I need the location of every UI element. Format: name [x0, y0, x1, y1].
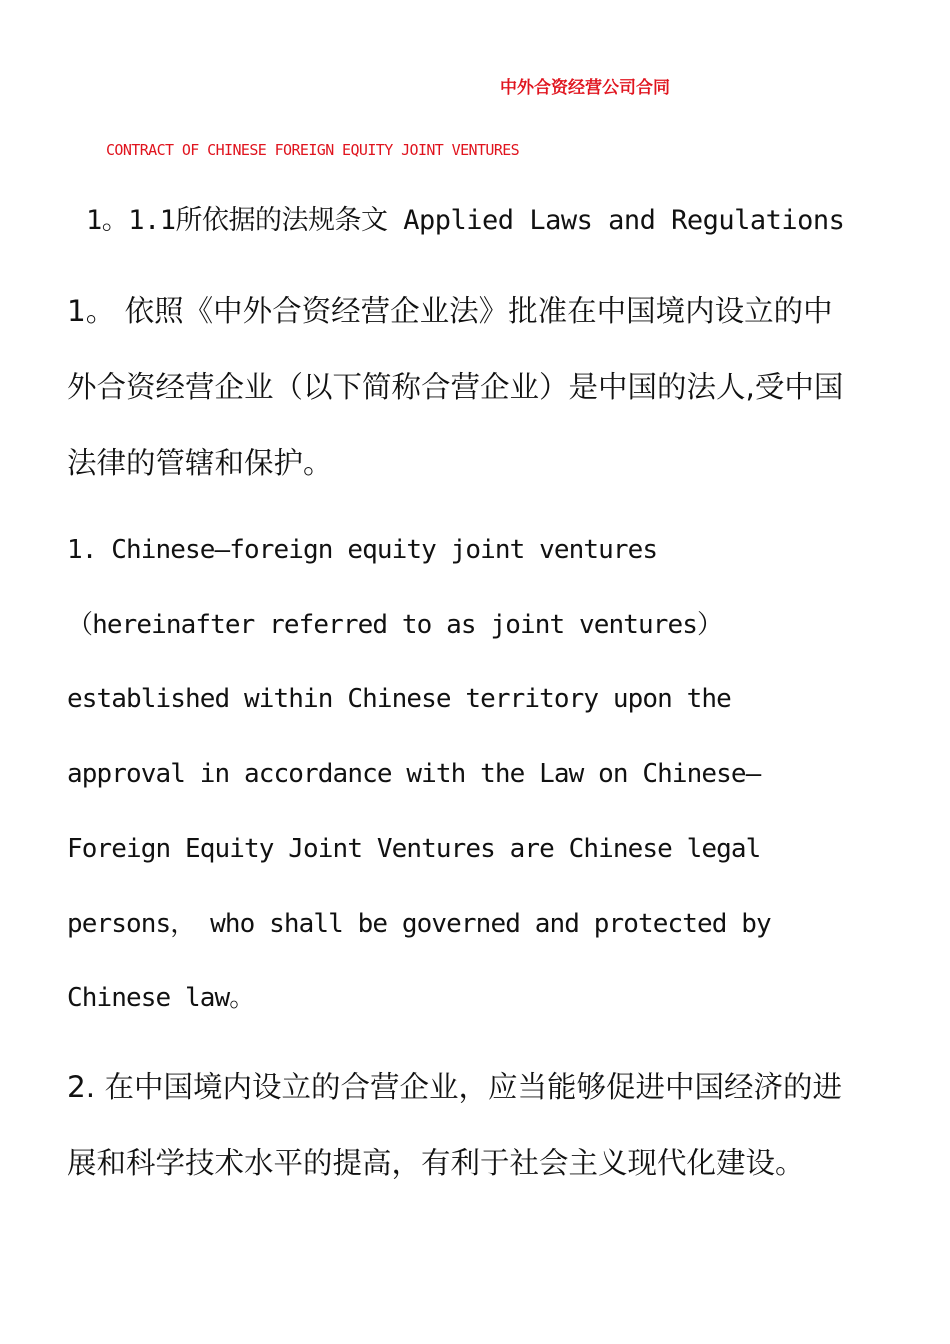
section-heading: 1。1.1所依据的法规条文 Applied Laws and Regulations	[86, 205, 845, 236]
text-line: 外合资经营企业（以下简称合营企业）是中国的法人,受中国	[67, 370, 844, 404]
text-line: persons， who shall be governed and protected by	[67, 908, 771, 939]
text-line: 法律的管辖和保护。	[67, 446, 333, 480]
text-line: 2. 在中国境内设立的合营企业，应当能够促进中国经济的进	[67, 1070, 843, 1104]
article-1-english	[67, 513, 887, 1036]
contract-title-english: CONTRACT OF CHINESE FOREIGN EQUITY JOINT VENTURES	[106, 141, 520, 159]
article-1-chinese	[67, 273, 877, 501]
text-line: approval in accordance with the Law on Chinese—	[67, 759, 761, 790]
text-line: Foreign Equity Joint Ventures are Chinese legal	[67, 833, 761, 864]
text-line: 1. Chinese—foreign equity joint ventures	[67, 535, 658, 565]
text-line: 展和科学技术水平的提高，有利于社会主义现代化建设。	[67, 1146, 805, 1180]
text-line: established within Chinese territory upon the	[67, 684, 731, 715]
contract-title-chinese: 中外合资经营公司合同	[500, 78, 670, 98]
text-line: 1。 依照《中外合资经营企业法》批准在中国境内设立的中	[67, 294, 833, 328]
text-line: Chinese law。	[67, 983, 255, 1014]
article-2-chinese	[67, 1049, 877, 1201]
text-line: （hereinafter referred to as joint ventures）	[67, 609, 723, 640]
